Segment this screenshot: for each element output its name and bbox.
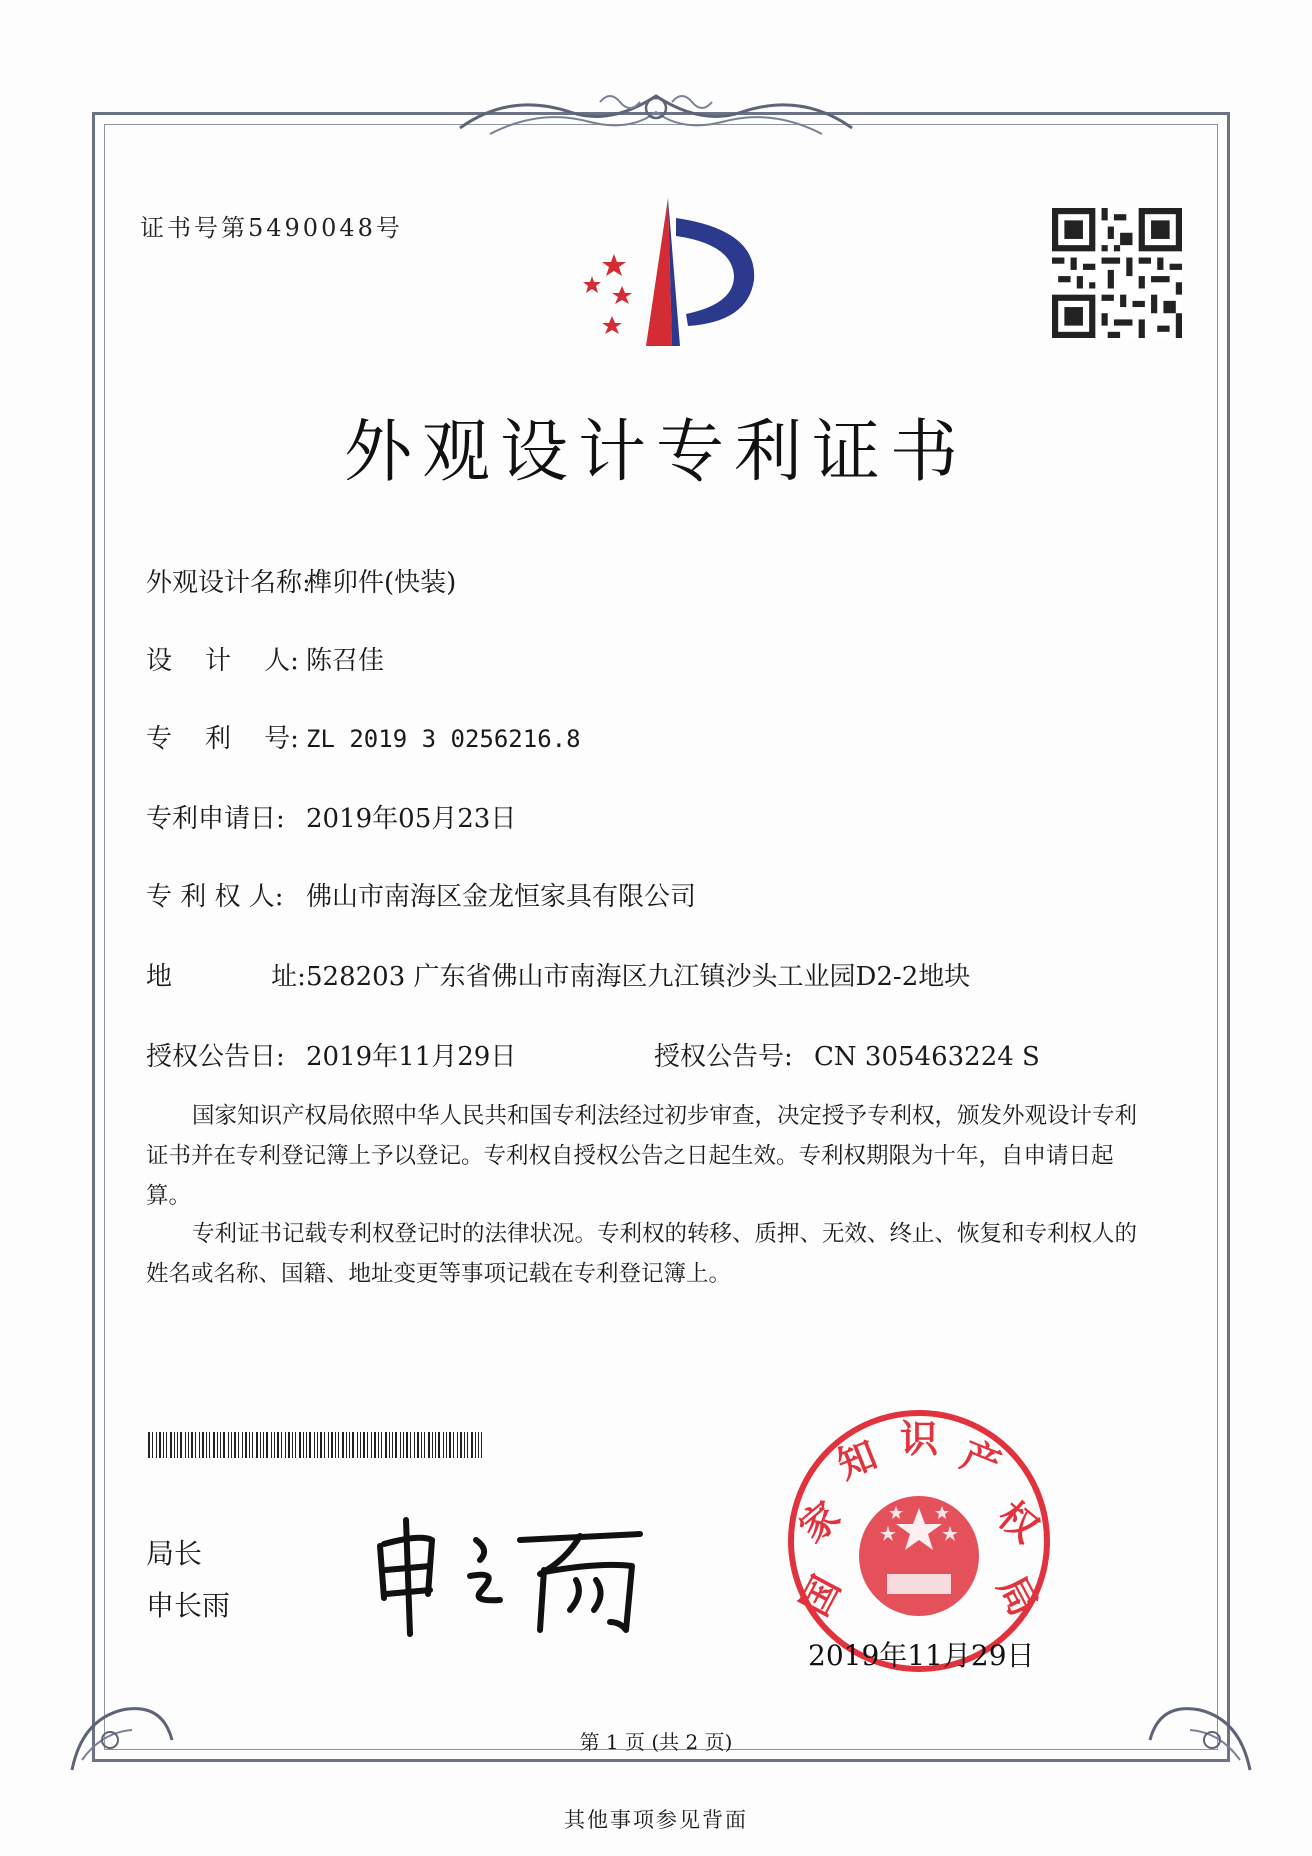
director-signature	[370, 1510, 660, 1640]
director-title: 局长	[146, 1537, 203, 1570]
barcode	[148, 1432, 482, 1458]
paragraph-2: 专利证书记载专利权登记时的法律状况。专利权的转移、质押、无效、终止、恢复和专利权人的姓名或名称、国籍、地址变更等事项记载在专利登记簿上。	[146, 1221, 1138, 1287]
grant-date-row	[146, 1036, 516, 1073]
design-name-value: 榫卯件(快装)	[306, 568, 457, 598]
page-title: 外观设计专利证书	[343, 413, 968, 492]
address-label: 地 址:	[146, 962, 306, 992]
grant-date-label: 授权公告日:	[146, 1042, 285, 1072]
seal-date: 2019年11月29日	[808, 1639, 1035, 1672]
patentee-value: 佛山市南海区金龙恒家具有限公司	[306, 882, 697, 912]
director-name: 申长雨	[146, 1589, 231, 1622]
filing-date-label: 专利申请日:	[146, 804, 285, 834]
svg-text:权: 权	[989, 1492, 1048, 1552]
svg-text:局: 局	[989, 1568, 1046, 1624]
qr-code	[1052, 208, 1182, 338]
svg-text:家: 家	[790, 1492, 849, 1552]
filing-date-row	[146, 798, 516, 835]
address-value: 528203 广东省佛山市南海区九江镇沙头工业园D2-2地块	[306, 962, 971, 992]
grant-no-row	[654, 1036, 1040, 1073]
grant-date-value: 2019年11月29日	[306, 1042, 517, 1072]
grant-no-label: 授权公告号:	[654, 1042, 793, 1072]
grant-no-value: CN 305463224 S	[814, 1042, 1040, 1072]
patent-no-label: 专 利 号:	[146, 724, 299, 754]
paragraph-1: 国家知识产权局依照中华人民共和国专利法经过初步审查，决定授予专利权，颁发外观设计专利证书并在专利登记簿上予以登记。专利权自授权公告之日起生效。专利权期限为十年，自申请日起算。	[146, 1103, 1138, 1209]
patent-office-logo	[568, 196, 768, 356]
footer-note: 其他事项参见背面	[564, 1808, 748, 1832]
designer-label: 设 计 人:	[146, 646, 299, 676]
svg-text:国: 国	[792, 1568, 849, 1624]
designer-row	[146, 640, 384, 677]
designer-value: 陈召佳	[306, 646, 385, 676]
svg-text:产: 产	[955, 1432, 1007, 1488]
svg-text:识: 识	[899, 1417, 939, 1461]
address-row	[146, 956, 970, 993]
patent-no-row	[146, 718, 581, 755]
design-name-label: 外观设计名称:	[146, 568, 311, 598]
patentee-label: 专 利 权 人:	[146, 882, 284, 912]
filing-date-value: 2019年05月23日	[306, 804, 517, 834]
design-name-row	[146, 562, 456, 599]
patentee-row	[146, 876, 696, 913]
top-ornament	[450, 82, 862, 144]
svg-text:知: 知	[831, 1432, 883, 1488]
patent-no-value: ZL 2019 3 0256216.8	[306, 725, 581, 753]
certificate-number: 证书号第5490048号	[140, 214, 403, 242]
page-number: 第 1 页 (共 2 页)	[579, 1730, 733, 1754]
